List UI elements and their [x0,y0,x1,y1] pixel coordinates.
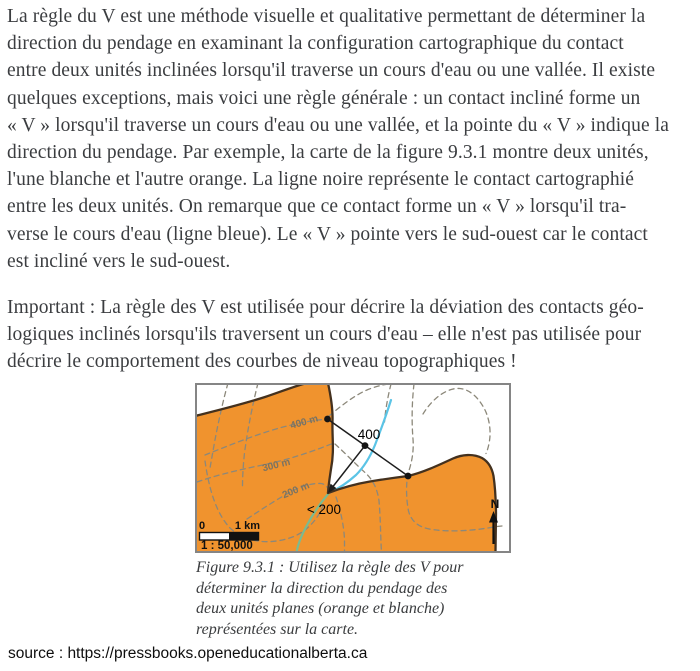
elevation-dot-east [405,473,412,480]
elevation-dot-west [324,416,331,423]
elevation-label-400: 400 [357,427,381,442]
geologic-map [195,383,511,553]
elevation-label-lt200: < 200 [306,502,342,517]
contour-label-400m: 400 m [289,413,320,432]
scale-ratio-label: 1 : 50,000 [201,540,253,552]
figure-caption: Figure 9.3.1 : Utilisez la règle des V pour déterminer la direction du pendage des deux unités planes (orange et blanche) représentées sur la carte. [196,559,464,638]
source-line: source : https://pressbooks.openeducationalberta.ca [8,645,368,662]
north-label: N [490,497,500,511]
scale-zero-label: 0 [199,520,206,532]
contour-label-200m: 200 m [280,480,312,502]
contour-label-300m: 300 m [261,456,292,475]
figure-9-3-1 [195,383,515,640]
scale-km-label: 1 km [234,520,260,532]
elevation-dot-stream [362,442,369,449]
paragraph-important: Important : La règle des V est utilisée pour décrire la déviation des contacts géo- logiques inclinés lorsqu'ils traversent un cours d'eau – elle n'est pas utilisée pour décrire le comportement des courbes de niveau topographiques ! [7,297,644,373]
scale-bar-black-half [229,533,259,541]
paragraph-intro: La règle du V est une méthode visuelle et qualitative permettant de déterminer la direction du pendage en examinant la configuration cartographique du contact entre deux unités inclinées lorsqu'il traverse un cours d'eau ou une vallée. Il existe quelques exceptions, mais voici une règle générale : un contact incliné forme un « V » lorsqu'il traverse un cours d'eau ou une vallée, et la pointe du « V » indique la direction du pendage. Par exemple, la carte de la figure 9.3.1 montre deux unités, l'une blanche et l'autre orange. La ligne noire représente le contact cartographié entre les deux unités. On remarque que ce contact forme un « V » lorsqu'il tra- verse le cours d'eau (ligne bleue). Le « V » pointe vers le sud-ouest car le contact est incliné vers le sud-ouest. [7,6,669,272]
